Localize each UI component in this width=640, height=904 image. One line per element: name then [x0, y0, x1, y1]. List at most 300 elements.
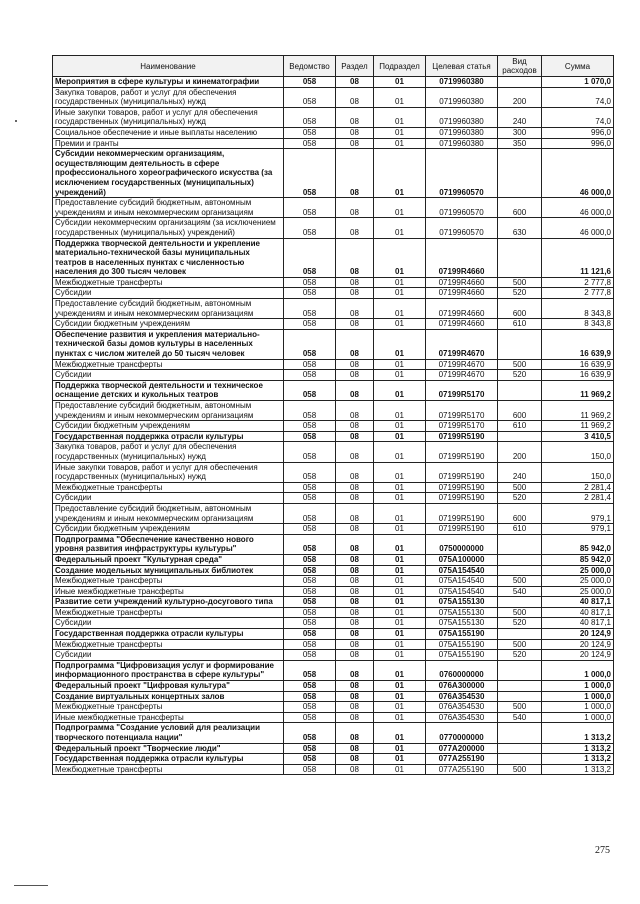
row-celevaya-statya-cell: 07199R4660	[426, 288, 498, 299]
header-celevaya-statya: Целевая статья	[426, 56, 498, 77]
row-celevaya-statya-cell: 077A200000	[426, 743, 498, 754]
row-name-cell: Поддержка творческой деятельности и техническое оснащение детских и кукольных театров	[53, 380, 284, 400]
row-vedomstvo-cell: 058	[284, 493, 336, 504]
row-summa-cell: 40 817,1	[542, 618, 614, 629]
table-row	[53, 764, 614, 775]
table-row	[53, 712, 614, 723]
row-podrazdel-cell: 01	[374, 238, 426, 277]
row-podrazdel-cell: 01	[374, 554, 426, 565]
table-row	[53, 218, 614, 238]
row-vid-rashodov-cell	[498, 77, 542, 88]
row-razdel-cell: 08	[336, 380, 374, 400]
row-name-cell: Государственная поддержка отрасли культуры	[53, 629, 284, 640]
row-vid-rashodov-cell: 500	[498, 576, 542, 587]
row-celevaya-statya-cell: 075A155130	[426, 618, 498, 629]
row-vid-rashodov-cell	[498, 660, 542, 680]
row-celevaya-statya-cell: 07199R4660	[426, 277, 498, 288]
table-row	[53, 421, 614, 432]
row-summa-cell: 16 639,9	[542, 359, 614, 370]
row-celevaya-statya-cell: 0719960570	[426, 218, 498, 238]
row-name-cell: Подпрограмма "Создание условий для реализации творческого потенциала нации"	[53, 723, 284, 743]
row-name-cell: Федеральный проект "Творческие люди"	[53, 743, 284, 754]
table-row	[53, 629, 614, 640]
row-name-cell: Межбюджетные трансферты	[53, 702, 284, 713]
row-podrazdel-cell: 01	[374, 524, 426, 535]
table-row	[53, 754, 614, 765]
row-vid-rashodov-cell	[498, 554, 542, 565]
row-podrazdel-cell: 01	[374, 607, 426, 618]
row-celevaya-statya-cell: 07199R5190	[426, 442, 498, 462]
row-celevaya-statya-cell: 075A155190	[426, 629, 498, 640]
row-podrazdel-cell: 01	[374, 401, 426, 421]
row-celevaya-statya-cell: 0760000000	[426, 660, 498, 680]
row-podrazdel-cell: 01	[374, 681, 426, 692]
row-razdel-cell: 08	[336, 442, 374, 462]
row-vid-rashodov-cell	[498, 681, 542, 692]
row-celevaya-statya-cell: 075A155190	[426, 639, 498, 650]
row-celevaya-statya-cell: 0719960380	[426, 107, 498, 127]
row-name-cell: Закупка товаров, работ и услуг для обеспечения государственных (муниципальных) нужд	[53, 442, 284, 462]
row-vid-rashodov-cell	[498, 380, 542, 400]
row-vid-rashodov-cell: 500	[498, 639, 542, 650]
row-vedomstvo-cell: 058	[284, 107, 336, 127]
row-name-cell: Субсидии	[53, 618, 284, 629]
row-podrazdel-cell: 01	[374, 288, 426, 299]
row-vedomstvo-cell: 058	[284, 431, 336, 442]
table-row	[53, 493, 614, 504]
row-vedomstvo-cell: 058	[284, 370, 336, 381]
row-podrazdel-cell: 01	[374, 87, 426, 107]
row-celevaya-statya-cell: 07199R4660	[426, 319, 498, 330]
row-name-cell: Создание виртуальных концертных залов	[53, 691, 284, 702]
row-vedomstvo-cell: 058	[284, 629, 336, 640]
row-name-cell: Поддержка творческой деятельности и укрепление материально-технической базы муниципальных театров в населенных пунктах с численностью населения до 300 тысяч человек	[53, 238, 284, 277]
row-summa-cell: 1 313,2	[542, 723, 614, 743]
row-celevaya-statya-cell: 0719960380	[426, 138, 498, 149]
row-vid-rashodov-cell: 520	[498, 288, 542, 299]
table-row	[53, 565, 614, 576]
row-summa-cell: 1 000,0	[542, 712, 614, 723]
row-vid-rashodov-cell: 500	[498, 482, 542, 493]
row-name-cell: Предоставление субсидий бюджетным, автономным учреждениям и иным некоммерческим организациям	[53, 503, 284, 523]
row-summa-cell: 74,0	[542, 87, 614, 107]
row-celevaya-statya-cell: 076A354530	[426, 712, 498, 723]
row-vedomstvo-cell: 058	[284, 565, 336, 576]
row-razdel-cell: 08	[336, 149, 374, 198]
row-celevaya-statya-cell: 075A154540	[426, 586, 498, 597]
row-podrazdel-cell: 01	[374, 743, 426, 754]
row-celevaya-statya-cell: 07199R5190	[426, 431, 498, 442]
row-vedomstvo-cell: 058	[284, 238, 336, 277]
row-razdel-cell: 08	[336, 660, 374, 680]
table-row	[53, 534, 614, 554]
row-razdel-cell: 08	[336, 431, 374, 442]
row-name-cell: Межбюджетные трансферты	[53, 277, 284, 288]
row-razdel-cell: 08	[336, 723, 374, 743]
row-celevaya-statya-cell: 0719960570	[426, 149, 498, 198]
row-vedomstvo-cell: 058	[284, 198, 336, 218]
row-vid-rashodov-cell: 600	[498, 198, 542, 218]
row-celevaya-statya-cell: 0770000000	[426, 723, 498, 743]
row-podrazdel-cell: 01	[374, 482, 426, 493]
row-vedomstvo-cell: 058	[284, 359, 336, 370]
row-razdel-cell: 08	[336, 754, 374, 765]
row-name-cell: Предоставление субсидий бюджетным, автономным учреждениям и иным некоммерческим организациям	[53, 401, 284, 421]
table-row	[53, 743, 614, 754]
row-name-cell: Субсидии некоммерческим организациям, осуществляющим деятельность в сфере профессионального хореографического искусства (за исключением государственных (муниципальных) учреждений)	[53, 149, 284, 198]
table-row	[53, 639, 614, 650]
row-celevaya-statya-cell: 075A155130	[426, 597, 498, 608]
row-summa-cell: 1 313,2	[542, 764, 614, 775]
row-razdel-cell: 08	[336, 107, 374, 127]
row-razdel-cell: 08	[336, 359, 374, 370]
row-name-cell: Предоставление субсидий бюджетным, автономным учреждениям и иным некоммерческим организациям	[53, 198, 284, 218]
row-razdel-cell: 08	[336, 691, 374, 702]
row-vid-rashodov-cell	[498, 149, 542, 198]
row-vid-rashodov-cell	[498, 431, 542, 442]
row-vedomstvo-cell: 058	[284, 723, 336, 743]
row-celevaya-statya-cell: 07199R5190	[426, 462, 498, 482]
row-podrazdel-cell: 01	[374, 442, 426, 462]
table-row	[53, 359, 614, 370]
row-vedomstvo-cell: 058	[284, 319, 336, 330]
row-podrazdel-cell: 01	[374, 650, 426, 661]
row-razdel-cell: 08	[336, 554, 374, 565]
row-razdel-cell: 08	[336, 482, 374, 493]
header-podrazdel: Подраздел	[374, 56, 426, 77]
table-row	[53, 380, 614, 400]
row-podrazdel-cell: 01	[374, 218, 426, 238]
row-razdel-cell: 08	[336, 138, 374, 149]
row-celevaya-statya-cell: 075A154540	[426, 576, 498, 587]
row-podrazdel-cell: 01	[374, 503, 426, 523]
row-summa-cell: 2 281,4	[542, 482, 614, 493]
header-summa: Сумма	[542, 56, 614, 77]
row-podrazdel-cell: 01	[374, 629, 426, 640]
row-vid-rashodov-cell	[498, 534, 542, 554]
row-vedomstvo-cell: 058	[284, 138, 336, 149]
row-vid-rashodov-cell: 240	[498, 462, 542, 482]
row-podrazdel-cell: 01	[374, 421, 426, 432]
row-name-cell: Субсидии	[53, 288, 284, 299]
row-vedomstvo-cell: 058	[284, 681, 336, 692]
row-celevaya-statya-cell: 0719960380	[426, 127, 498, 138]
table-row	[53, 149, 614, 198]
row-vid-rashodov-cell	[498, 691, 542, 702]
row-podrazdel-cell: 01	[374, 462, 426, 482]
row-vedomstvo-cell: 058	[284, 277, 336, 288]
row-podrazdel-cell: 01	[374, 691, 426, 702]
table-body	[53, 77, 614, 775]
row-vedomstvo-cell: 058	[284, 702, 336, 713]
row-vid-rashodov-cell: 350	[498, 138, 542, 149]
table-row	[53, 650, 614, 661]
row-celevaya-statya-cell: 076A300000	[426, 681, 498, 692]
row-vedomstvo-cell: 058	[284, 149, 336, 198]
row-vedomstvo-cell: 058	[284, 87, 336, 107]
row-razdel-cell: 08	[336, 329, 374, 359]
row-vedomstvo-cell: 058	[284, 660, 336, 680]
row-razdel-cell: 08	[336, 597, 374, 608]
table-row	[53, 107, 614, 127]
row-vedomstvo-cell: 058	[284, 764, 336, 775]
row-razdel-cell: 08	[336, 299, 374, 319]
table-row	[53, 401, 614, 421]
row-vid-rashodov-cell: 500	[498, 764, 542, 775]
row-name-cell: Межбюджетные трансферты	[53, 639, 284, 650]
row-podrazdel-cell: 01	[374, 198, 426, 218]
row-vedomstvo-cell: 058	[284, 743, 336, 754]
row-podrazdel-cell: 01	[374, 431, 426, 442]
row-summa-cell: 25 000,0	[542, 586, 614, 597]
row-podrazdel-cell: 01	[374, 319, 426, 330]
row-celevaya-statya-cell: 07199R5170	[426, 421, 498, 432]
table-row	[53, 576, 614, 587]
row-vedomstvo-cell: 058	[284, 639, 336, 650]
row-razdel-cell: 08	[336, 743, 374, 754]
row-celevaya-statya-cell: 07199R5170	[426, 380, 498, 400]
row-name-cell: Мероприятия в сфере культуры и кинематографии	[53, 77, 284, 88]
row-vedomstvo-cell: 058	[284, 754, 336, 765]
row-vedomstvo-cell: 058	[284, 77, 336, 88]
row-podrazdel-cell: 01	[374, 639, 426, 650]
footer-rule	[14, 885, 48, 886]
row-razdel-cell: 08	[336, 702, 374, 713]
row-vedomstvo-cell: 058	[284, 607, 336, 618]
row-summa-cell: 1 313,2	[542, 754, 614, 765]
row-razdel-cell: 08	[336, 277, 374, 288]
row-summa-cell: 46 000,0	[542, 198, 614, 218]
table-row	[53, 524, 614, 535]
row-razdel-cell: 08	[336, 503, 374, 523]
row-razdel-cell: 08	[336, 534, 374, 554]
row-celevaya-statya-cell: 077A255190	[426, 764, 498, 775]
row-podrazdel-cell: 01	[374, 329, 426, 359]
row-vid-rashodov-cell: 600	[498, 299, 542, 319]
row-vedomstvo-cell: 058	[284, 534, 336, 554]
table-row	[53, 127, 614, 138]
row-celevaya-statya-cell: 076A354530	[426, 702, 498, 713]
row-podrazdel-cell: 01	[374, 493, 426, 504]
row-razdel-cell: 08	[336, 650, 374, 661]
row-summa-cell: 996,0	[542, 138, 614, 149]
row-razdel-cell: 08	[336, 586, 374, 597]
row-celevaya-statya-cell: 07199R5190	[426, 482, 498, 493]
row-podrazdel-cell: 01	[374, 534, 426, 554]
row-celevaya-statya-cell: 075A100000	[426, 554, 498, 565]
row-podrazdel-cell: 01	[374, 370, 426, 381]
scan-speck	[15, 120, 17, 122]
row-name-cell: Государственная поддержка отрасли культуры	[53, 754, 284, 765]
row-name-cell: Межбюджетные трансферты	[53, 607, 284, 618]
row-vedomstvo-cell: 058	[284, 524, 336, 535]
row-razdel-cell: 08	[336, 77, 374, 88]
table-row	[53, 554, 614, 565]
row-vid-rashodov-cell	[498, 743, 542, 754]
row-summa-cell: 996,0	[542, 127, 614, 138]
row-vid-rashodov-cell: 610	[498, 421, 542, 432]
row-vid-rashodov-cell: 500	[498, 702, 542, 713]
row-podrazdel-cell: 01	[374, 565, 426, 576]
row-summa-cell: 20 124,9	[542, 639, 614, 650]
row-summa-cell: 11 969,2	[542, 421, 614, 432]
row-celevaya-statya-cell: 07199R5190	[426, 493, 498, 504]
row-razdel-cell: 08	[336, 618, 374, 629]
row-vid-rashodov-cell: 610	[498, 524, 542, 535]
row-celevaya-statya-cell: 0719960380	[426, 87, 498, 107]
table-row	[53, 238, 614, 277]
table-row	[53, 691, 614, 702]
row-name-cell: Субсидии бюджетным учреждениям	[53, 319, 284, 330]
row-vid-rashodov-cell: 630	[498, 218, 542, 238]
row-name-cell: Межбюджетные трансферты	[53, 359, 284, 370]
row-vid-rashodov-cell: 600	[498, 503, 542, 523]
row-razdel-cell: 08	[336, 462, 374, 482]
row-podrazdel-cell: 01	[374, 586, 426, 597]
row-podrazdel-cell: 01	[374, 359, 426, 370]
row-vid-rashodov-cell: 500	[498, 359, 542, 370]
row-vid-rashodov-cell: 540	[498, 712, 542, 723]
row-name-cell: Субсидии некоммерческим организациям (за исключением государственных (муниципальных) учреждений)	[53, 218, 284, 238]
table-row	[53, 277, 614, 288]
table-row	[53, 319, 614, 330]
row-vid-rashodov-cell: 500	[498, 277, 542, 288]
table-row	[53, 482, 614, 493]
row-vid-rashodov-cell	[498, 597, 542, 608]
row-vid-rashodov-cell: 610	[498, 319, 542, 330]
row-razdel-cell: 08	[336, 712, 374, 723]
row-name-cell: Иные межбюджетные трансферты	[53, 586, 284, 597]
row-celevaya-statya-cell: 07199R5170	[426, 401, 498, 421]
row-vedomstvo-cell: 058	[284, 586, 336, 597]
row-razdel-cell: 08	[336, 238, 374, 277]
row-podrazdel-cell: 01	[374, 712, 426, 723]
row-celevaya-statya-cell: 076A354530	[426, 691, 498, 702]
row-vid-rashodov-cell: 520	[498, 650, 542, 661]
row-razdel-cell: 08	[336, 421, 374, 432]
row-celevaya-statya-cell: 0719960380	[426, 77, 498, 88]
row-razdel-cell: 08	[336, 639, 374, 650]
row-vid-rashodov-cell: 240	[498, 107, 542, 127]
row-name-cell: Иные закупки товаров, работ и услуг для обеспечения государственных (муниципальных) нужд	[53, 462, 284, 482]
row-vedomstvo-cell: 058	[284, 576, 336, 587]
row-summa-cell: 2 777,8	[542, 288, 614, 299]
row-vid-rashodov-cell	[498, 723, 542, 743]
table-row	[53, 87, 614, 107]
row-name-cell: Закупка товаров, работ и услуг для обеспечения государственных (муниципальных) нужд	[53, 87, 284, 107]
table-row	[53, 431, 614, 442]
row-vedomstvo-cell: 058	[284, 482, 336, 493]
row-podrazdel-cell: 01	[374, 299, 426, 319]
row-summa-cell: 979,1	[542, 503, 614, 523]
row-podrazdel-cell: 01	[374, 380, 426, 400]
row-razdel-cell: 08	[336, 681, 374, 692]
row-vedomstvo-cell: 058	[284, 712, 336, 723]
row-vedomstvo-cell: 058	[284, 380, 336, 400]
row-razdel-cell: 08	[336, 565, 374, 576]
row-name-cell: Субсидии бюджетным учреждениям	[53, 524, 284, 535]
row-summa-cell: 11 969,2	[542, 401, 614, 421]
row-podrazdel-cell: 01	[374, 660, 426, 680]
row-summa-cell: 25 000,0	[542, 565, 614, 576]
row-vedomstvo-cell: 058	[284, 401, 336, 421]
row-name-cell: Федеральный проект "Культурная среда"	[53, 554, 284, 565]
row-summa-cell: 1 000,0	[542, 660, 614, 680]
row-razdel-cell: 08	[336, 576, 374, 587]
row-summa-cell: 1 313,2	[542, 743, 614, 754]
row-vid-rashodov-cell: 300	[498, 127, 542, 138]
row-celevaya-statya-cell: 0719960570	[426, 198, 498, 218]
row-vid-rashodov-cell: 540	[498, 586, 542, 597]
row-vedomstvo-cell: 058	[284, 650, 336, 661]
row-summa-cell: 150,0	[542, 442, 614, 462]
row-vedomstvo-cell: 058	[284, 618, 336, 629]
row-razdel-cell: 08	[336, 319, 374, 330]
row-name-cell: Обеспечение развития и укрепления материально-технической базы домов культуры в населенных пунктах с числом жителей до 50 тысяч человек	[53, 329, 284, 359]
budget-table-wrapper	[52, 55, 613, 775]
table-row	[53, 77, 614, 88]
row-vedomstvo-cell: 058	[284, 554, 336, 565]
row-summa-cell: 11 121,6	[542, 238, 614, 277]
table-row	[53, 702, 614, 713]
table-header-row	[53, 56, 614, 77]
row-summa-cell: 46 000,0	[542, 149, 614, 198]
row-summa-cell: 25 000,0	[542, 576, 614, 587]
row-vid-rashodov-cell: 500	[498, 607, 542, 618]
row-razdel-cell: 08	[336, 401, 374, 421]
row-name-cell: Иные межбюджетные трансферты	[53, 712, 284, 723]
table-row	[53, 586, 614, 597]
row-vid-rashodov-cell: 200	[498, 87, 542, 107]
row-summa-cell: 8 343,8	[542, 319, 614, 330]
row-razdel-cell: 08	[336, 198, 374, 218]
row-razdel-cell: 08	[336, 87, 374, 107]
row-summa-cell: 1 000,0	[542, 691, 614, 702]
row-vedomstvo-cell: 058	[284, 127, 336, 138]
row-summa-cell: 16 639,9	[542, 370, 614, 381]
row-name-cell: Подпрограмма "Обеспечение качественно нового уровня развития инфраструктуры культуры"	[53, 534, 284, 554]
row-podrazdel-cell: 01	[374, 618, 426, 629]
row-vid-rashodov-cell: 520	[498, 618, 542, 629]
table-row	[53, 723, 614, 743]
row-summa-cell: 8 343,8	[542, 299, 614, 319]
row-razdel-cell: 08	[336, 607, 374, 618]
row-vedomstvo-cell: 058	[284, 329, 336, 359]
row-celevaya-statya-cell: 07199R4670	[426, 329, 498, 359]
table-row	[53, 618, 614, 629]
row-vedomstvo-cell: 058	[284, 691, 336, 702]
row-summa-cell: 150,0	[542, 462, 614, 482]
row-celevaya-statya-cell: 077A255190	[426, 754, 498, 765]
row-name-cell: Развитие сети учреждений культурно-досугового типа	[53, 597, 284, 608]
row-vid-rashodov-cell	[498, 754, 542, 765]
row-vid-rashodov-cell: 200	[498, 442, 542, 462]
row-summa-cell: 20 124,9	[542, 629, 614, 640]
row-razdel-cell: 08	[336, 764, 374, 775]
header-vedomstvo: Ведомство	[284, 56, 336, 77]
row-podrazdel-cell: 01	[374, 764, 426, 775]
row-name-cell: Субсидии	[53, 493, 284, 504]
row-name-cell: Социальное обеспечение и иные выплаты населению	[53, 127, 284, 138]
row-name-cell: Иные закупки товаров, работ и услуг для обеспечения государственных (муниципальных) нужд	[53, 107, 284, 127]
row-podrazdel-cell: 01	[374, 107, 426, 127]
row-summa-cell: 20 124,9	[542, 650, 614, 661]
row-name-cell: Государственная поддержка отрасли культуры	[53, 431, 284, 442]
row-celevaya-statya-cell: 075A155130	[426, 607, 498, 618]
row-celevaya-statya-cell: 075A154540	[426, 565, 498, 576]
row-name-cell: Межбюджетные трансферты	[53, 576, 284, 587]
row-podrazdel-cell: 01	[374, 277, 426, 288]
